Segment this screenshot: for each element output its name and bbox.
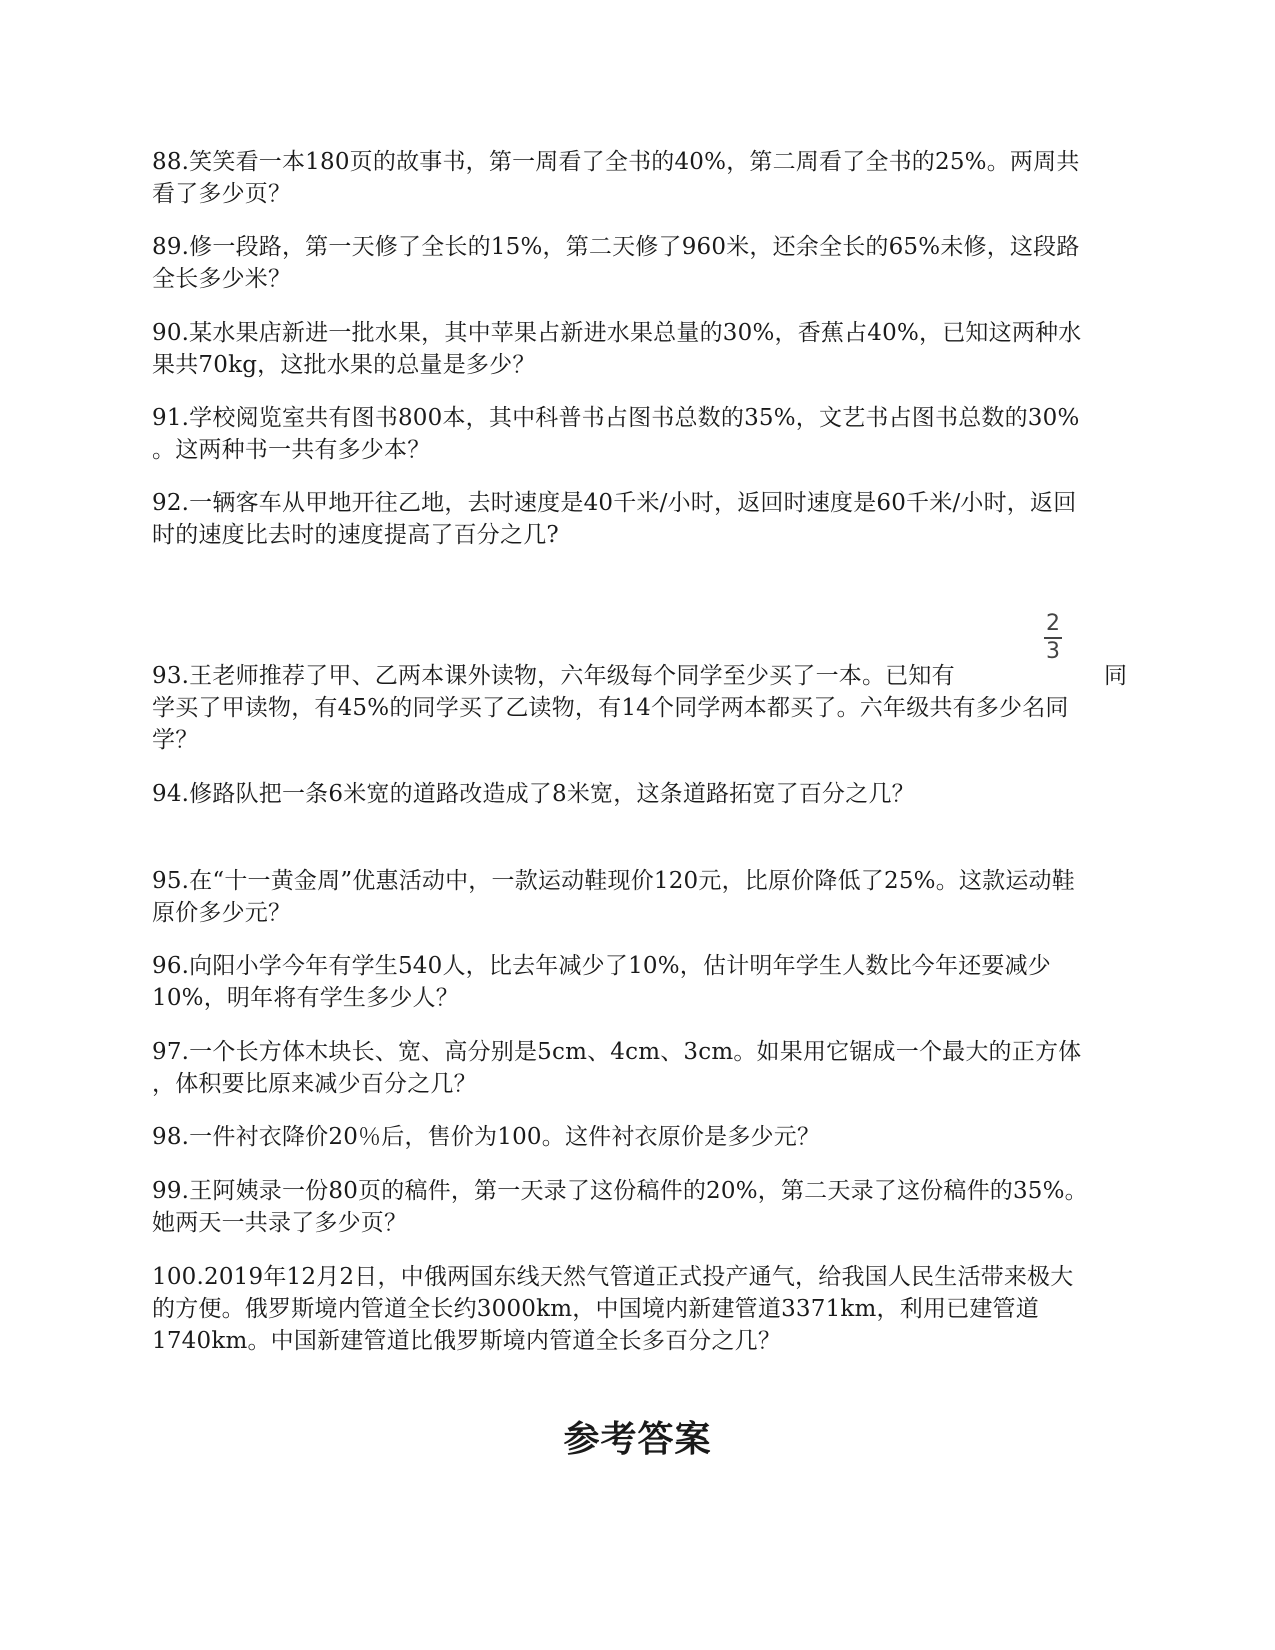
- question-93-line-1-tail: 同: [1104, 663, 1127, 689]
- question-95-line-2: 原价多少元？: [152, 900, 292, 926]
- question-91-line-2: 。这两种书一共有多少本？: [152, 437, 431, 463]
- question-100-line-2: 的方便。俄罗斯境内管道全长约3000km，中国境内新建管道3371km，利用已建管道: [152, 1296, 1039, 1322]
- question-90-line-2: 果共70kg，这批水果的总量是多少？: [152, 352, 536, 378]
- question-99-line-1: 99.王阿姨录一份80页的稿件，第一天录了这份稿件的20%，第二天录了这份稿件的35%。: [152, 1178, 1088, 1204]
- fraction-numerator: 2: [1046, 611, 1060, 636]
- question-92-line-1: 92.一辆客车从甲地开往乙地，去时速度是40千米/小时，返回时速度是60千米/小时，返回: [152, 490, 1077, 516]
- answer-heading: 参考答案: [563, 1419, 712, 1460]
- fraction-two-thirds: [1040, 612, 1066, 664]
- question-94-line-1: 94.修路队把一条6米宽的道路改造成了8米宽，这条道路拓宽了百分之几？: [152, 781, 915, 807]
- question-88-line-2: 看了多少页？: [152, 181, 292, 207]
- question-96-line-1: 96.向阳小学今年有学生540人，比去年减少了10%，估计明年学生人数比今年还要减少: [152, 953, 1051, 979]
- question-96-line-2: 10%，明年将有学生多少人？: [152, 985, 459, 1011]
- question-90-line-1: 90.某水果店新进一批水果，其中苹果占新进水果总量的30%，香蕉占40%，已知这两种水: [152, 320, 1082, 346]
- question-93-line-3: 学？: [152, 727, 199, 753]
- question-98-line-1: 98.一件衬衣降价20％后，售价为100。这件衬衣原价是多少元？: [152, 1124, 821, 1150]
- question-100-line-3: 1740km。中国新建管道比俄罗斯境内管道全长多百分之几？: [152, 1328, 782, 1354]
- question-100-line-1: 100.2019年12月2日，中俄两国东线天然气管道正式投产通气，给我国人民生活带来极大: [152, 1264, 1074, 1290]
- question-89-line-1: 89.修一段路，第一天修了全长的15%，第二天修了960米，还余全长的65%未修，这段路: [152, 234, 1080, 260]
- fraction-denominator: 3: [1046, 639, 1060, 664]
- question-88-line-1: 88.笑笑看一本180页的故事书，第一周看了全书的40%，第二周看了全书的25%。两周共: [152, 149, 1080, 175]
- question-91-line-1: 91.学校阅览室共有图书800本，其中科普书占图书总数的35%，文艺书占图书总数的30%: [152, 405, 1080, 431]
- question-89-line-2: 全长多少米？: [152, 266, 292, 292]
- question-93-line-1: 93.王老师推荐了甲、乙两本课外读物，六年级每个同学至少买了一本。已知有: [152, 663, 955, 689]
- question-97-line-2: ，体积要比原来减少百分之几？: [152, 1071, 477, 1097]
- question-95-line-1: 95.在“十一黄金周”优惠活动中，一款运动鞋现价120元，比原价降低了25%。这款运动鞋: [152, 868, 1075, 894]
- question-97-line-1: 97.一个长方体木块长、宽、高分别是5cm、4cm、3cm。如果用它锯成一个最大的正方体: [152, 1039, 1082, 1065]
- question-99-line-2: 她两天一共录了多少页？: [152, 1210, 408, 1236]
- question-92-line-2: 时的速度比去时的速度提高了百分之几?: [152, 522, 559, 548]
- question-93-line-2: 学买了甲读物，有45%的同学买了乙读物，有14个同学两本都买了。六年级共有多少名同: [152, 695, 1069, 721]
